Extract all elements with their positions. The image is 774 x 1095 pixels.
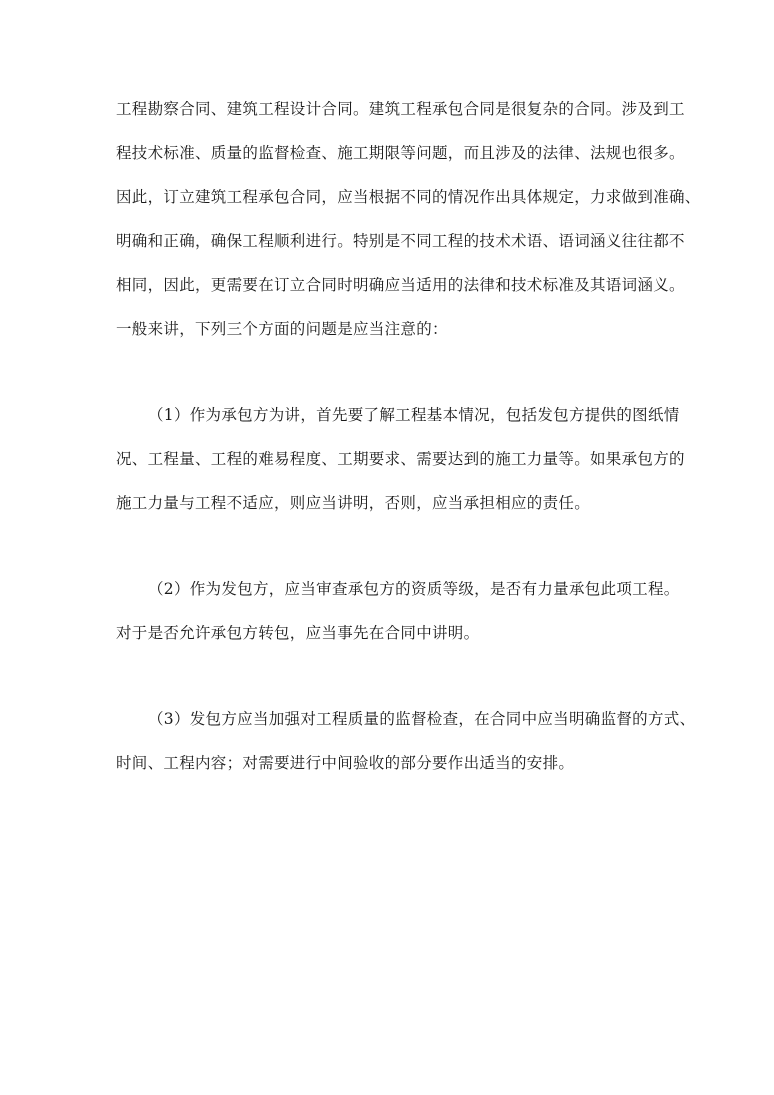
point-3-line: （3）发包方应当加强对工程质量的监督检查，在合同中应当明确监督的方式、 xyxy=(148,710,696,728)
point-2-line: （2）作为发包方，应当审查承包方的资质等级，是否有力量承包此项工程。 xyxy=(148,580,680,598)
point-2-line: 对于是否允许承包方转包，应当事先在合同中讲明。 xyxy=(116,624,480,642)
point-3-line: 时间、工程内容；对需要进行中间验收的部分要作出适当的安排。 xyxy=(116,754,575,772)
intro-line: 程技术标准、质量的监督检查、施工期限等问题，而且涉及的法律、法规也很多。 xyxy=(116,144,685,162)
intro-line: 一般来讲，下列三个方面的问题是应当注意的： xyxy=(116,320,448,338)
intro-line: 工程勘察合同、建筑工程设计合同。建筑工程承包合同是很复杂的合同。涉及到工 xyxy=(116,100,685,118)
point-1-line: （1）作为承包方为讲，首先要了解工程基本情况，包括发包方提供的图纸情 xyxy=(148,406,680,424)
intro-line: 相同，因此，更需要在订立合同时明确应当适用的法律和技术标准及其语词涵义。 xyxy=(116,276,685,294)
point-1-line: 施工力量与工程不适应，则应当讲明，否则，应当承担相应的责任。 xyxy=(116,494,591,512)
intro-line: 明确和正确，确保工程顺利进行。特别是不同工程的技术术语、语词涵义往往都不 xyxy=(116,232,685,250)
intro-line: 因此，订立建筑工程承包合同，应当根据不同的情况作出具体规定，力求做到准确、 xyxy=(116,188,701,206)
point-1-line: 况、工程量、工程的难易程度、工期要求、需要达到的施工力量等。如果承包方的 xyxy=(116,450,685,468)
